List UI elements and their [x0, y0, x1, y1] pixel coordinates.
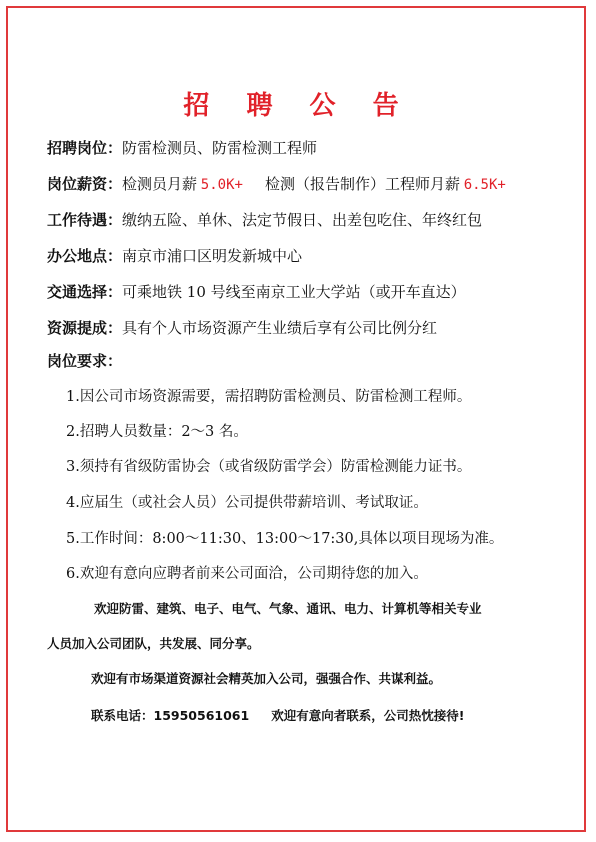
- commission-row: [47, 319, 437, 338]
- position-value: 防雷检测员、防雷检测工程师: [122, 139, 318, 157]
- benefits-label: 工作待遇：: [47, 211, 123, 229]
- requirement-item: 1.因公司市场资源需要，需招聘防雷检测员、防雷检测工程师。: [66, 389, 472, 405]
- salary-part1-amount: 5.0K+: [200, 177, 243, 193]
- transport-value: 可乘地铁 10 号线至南京工业大学站（或开车直达）: [122, 283, 466, 301]
- commission-value: 具有个人市场资源产生业绩后享有公司比例分红: [122, 319, 438, 337]
- benefits-row: [47, 211, 482, 230]
- position-label: 招聘岗位：: [47, 139, 123, 157]
- location-row: [47, 247, 302, 266]
- transport-row: [47, 283, 466, 302]
- welcome-line-2: 人员加入公司团队，共发展、同分享。: [47, 636, 260, 651]
- contact-line: [91, 708, 464, 724]
- contact-label: 联系电话：: [91, 708, 154, 723]
- contact-note: 欢迎有意向者联系，公司热忱接待!: [271, 708, 465, 723]
- poster-title: 招 聘 公 告: [183, 91, 413, 121]
- requirements-label: 岗位要求：: [47, 352, 123, 370]
- benefits-value: 缴纳五险、单休、法定节假日、出差包吃住、年终红包: [122, 211, 483, 229]
- requirement-item: 4.应届生（或社会人员）公司提供带薪培训、考试取证。: [66, 495, 428, 511]
- position-row: [47, 139, 317, 158]
- salary-part2-amount: 6.5K+: [463, 177, 506, 193]
- requirement-item: 3.须持有省级防雷协会（或省级防雷学会）防雷检测能力证书。: [66, 459, 472, 475]
- salary-part1-text: 检测员月薪: [122, 175, 198, 193]
- salary-row: [47, 175, 506, 194]
- salary-part2-text: 检测（报告制作）工程师月薪: [264, 175, 460, 193]
- requirement-item: 2.招聘人员数量：2～3 名。: [66, 424, 248, 440]
- contact-phone: 15950561061: [153, 708, 250, 723]
- commission-label: 资源提成：: [47, 319, 123, 337]
- requirement-item: 6.欢迎有意向应聘者前来公司面洽，公司期待您的加入。: [66, 566, 428, 582]
- location-value: 南京市浦口区明发新城中心: [122, 247, 303, 265]
- requirement-item: 5.工作时间：8:00～11:30、13:00～17:30,具体以项目现场为准。: [66, 531, 504, 547]
- location-label: 办公地点：: [47, 247, 123, 265]
- welcome-line-3: 欢迎有市场渠道资源社会精英加入公司，强强合作、共谋利益。: [91, 671, 442, 686]
- welcome-line-1: 欢迎防雷、建筑、电子、电气、气象、通讯、电力、计算机等相关专业: [94, 601, 482, 616]
- salary-label: 岗位薪资：: [47, 175, 123, 193]
- transport-label: 交通选择：: [47, 283, 123, 301]
- requirements-heading: [47, 352, 122, 371]
